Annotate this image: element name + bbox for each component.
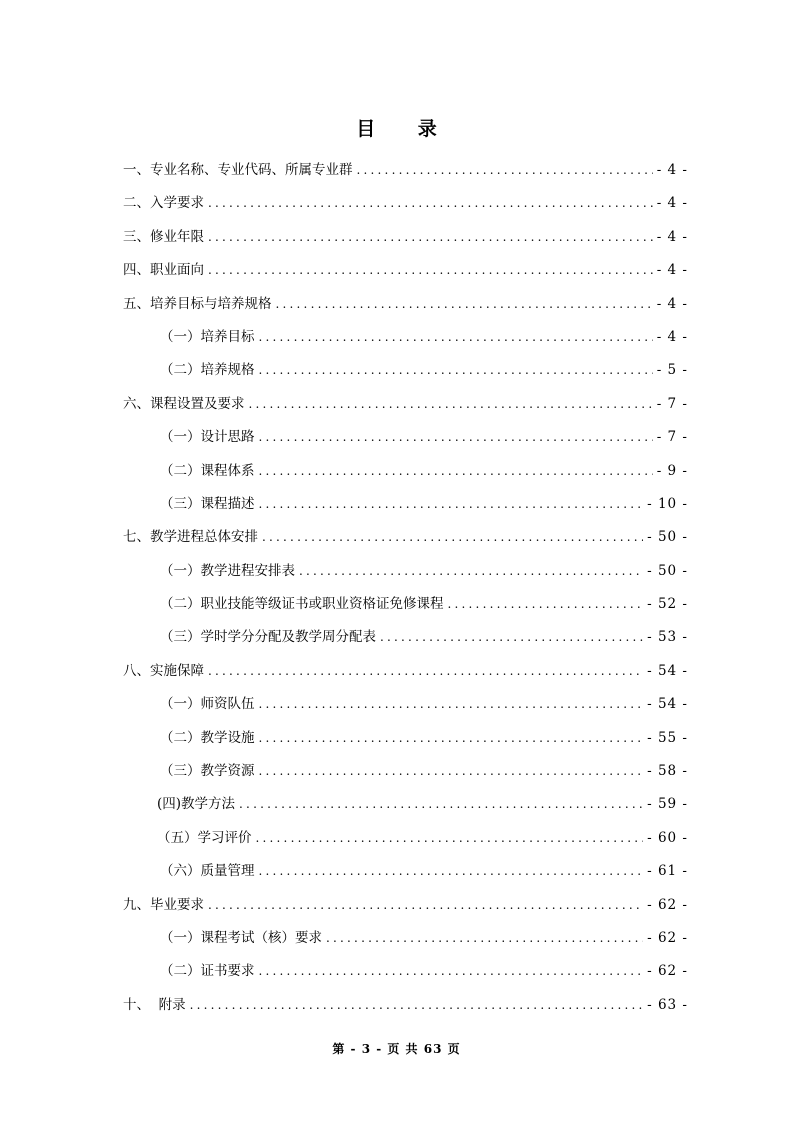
toc-entry-label: 二、入学要求 [123, 195, 204, 212]
toc-entry-page: - 54 - [647, 696, 688, 713]
toc-entry[interactable] [123, 257, 688, 290]
toc-entry-page: - 54 - [647, 662, 688, 679]
toc-subentry[interactable] [123, 324, 688, 357]
toc-leader-dots [259, 357, 653, 383]
toc-entry-label: 五、培养目标与培养规格 [123, 295, 272, 312]
toc-entry-label: 八、实施保障 [123, 662, 204, 679]
toc-entry-label: （二）教学设施 [160, 729, 255, 746]
toc-leader-dots [208, 658, 643, 684]
toc-entry-label: （一）培养目标 [160, 328, 255, 345]
toc-entry-page: - 4 - [656, 328, 688, 345]
toc-entry-label: （二）课程体系 [160, 462, 255, 479]
toc-entry[interactable] [123, 190, 688, 223]
toc-subentry[interactable] [123, 558, 688, 591]
toc-entry-label: （一）师资队伍 [160, 696, 255, 713]
toc-subentry[interactable] [123, 858, 688, 891]
toc-entry-page: - 4 - [656, 228, 688, 245]
toc-entry-page: - 58 - [647, 763, 688, 780]
toc-entry-page: - 50 - [647, 562, 688, 579]
toc-subentry[interactable] [123, 424, 688, 457]
toc-subentry[interactable] [123, 825, 688, 858]
toc-entry-page: - 52 - [647, 596, 688, 613]
toc-entry-page: - 62 - [647, 963, 688, 980]
toc-entry-page: - 4 - [656, 262, 688, 279]
toc-entry-page: - 4 - [656, 295, 688, 312]
toc-entry-label: (四)教学方法 [157, 796, 236, 813]
toc-entry-label: （二）证书要求 [160, 963, 255, 980]
toc-leader-dots [208, 190, 653, 216]
toc-leader-dots [259, 691, 644, 717]
toc-entry-label: 一、专业名称、专业代码、所属专业群 [123, 162, 353, 178]
toc-title: 目 录 [356, 118, 455, 140]
toc-entry-page: - 62 - [647, 929, 688, 946]
toc-entry-label: 十、 附录 [123, 996, 186, 1013]
toc-entry-page: - 4 - [656, 195, 688, 212]
toc-subentry[interactable] [123, 691, 688, 724]
toc-entry-label: 四、职业面向 [123, 262, 204, 279]
toc-subentry[interactable] [123, 624, 688, 657]
toc-entry[interactable] [123, 157, 688, 190]
toc-subentry[interactable] [123, 758, 688, 791]
toc-leader-dots [259, 758, 644, 784]
toc-leader-dots [239, 791, 643, 817]
toc-leader-dots [299, 558, 643, 584]
toc-subentry[interactable] [123, 958, 688, 991]
toc-leader-dots [326, 925, 643, 951]
toc-entry-page: - 10 - [647, 495, 688, 512]
toc-entry-label: 三、修业年限 [123, 228, 204, 245]
toc-leader-dots [259, 424, 653, 450]
toc-entry-label: （六）质量管理 [160, 863, 255, 880]
toc-entry[interactable] [123, 658, 688, 691]
toc-entry-label: （五）学习评价 [157, 829, 252, 846]
toc-subentry[interactable] [123, 725, 688, 758]
toc-entry[interactable] [123, 224, 688, 257]
toc-entry-label: （一）设计思路 [160, 429, 255, 446]
toc-entry[interactable] [123, 391, 688, 424]
toc-subentry[interactable] [123, 357, 688, 390]
toc-entry-page: - 63 - [647, 996, 688, 1013]
toc-leader-dots [208, 224, 653, 250]
toc-entry-label: （二）职业技能等级证书或职业资格证免修课程 [160, 596, 444, 613]
toc-leader-dots [380, 624, 643, 650]
toc-entry[interactable] [123, 524, 688, 557]
toc-entry-label: 七、教学进程总体安排 [123, 529, 258, 546]
toc-entry-page: - 7 - [656, 395, 688, 412]
toc-leader-dots [256, 825, 644, 851]
toc-leader-dots [259, 324, 653, 350]
toc-leader-dots [276, 291, 653, 317]
toc-entry-page: - 9 - [656, 462, 688, 479]
toc-entry-page: - 53 - [647, 629, 688, 646]
toc-leader-dots [259, 491, 644, 517]
toc-leader-dots [190, 992, 644, 1018]
toc-leader-dots [259, 958, 644, 984]
toc-list [123, 157, 688, 1025]
toc-entry-page: - 59 - [647, 796, 688, 813]
toc-entry-label: （三）学时学分分配及教学周分配表 [160, 629, 376, 646]
toc-subentry[interactable] [123, 925, 688, 958]
toc-entry-page: - 5 - [656, 362, 688, 379]
toc-entry-page: - 4 - [656, 162, 688, 178]
toc-subentry[interactable] [123, 491, 688, 524]
toc-leader-dots [249, 391, 653, 417]
toc-entry-page: - 62 - [647, 896, 688, 913]
toc-entry-label: （三）教学资源 [160, 763, 255, 780]
toc-entry-label: （一）教学进程安排表 [160, 562, 295, 579]
toc-entry-page: - 55 - [647, 729, 688, 746]
toc-leader-dots [259, 858, 644, 884]
toc-entry-label: （三）课程描述 [160, 495, 255, 512]
toc-subentry[interactable] [123, 458, 688, 491]
toc-entry-label: 六、课程设置及要求 [123, 395, 245, 412]
page-footer: 第 - 3 - 页 共 63 页 [332, 1042, 461, 1056]
toc-leader-dots [262, 524, 643, 550]
toc-leader-dots [208, 892, 643, 918]
toc-entry[interactable] [123, 291, 688, 324]
toc-entry-page: - 60 - [647, 829, 688, 846]
toc-entry-page: - 7 - [656, 429, 688, 446]
toc-leader-dots [448, 591, 644, 617]
toc-entry-page: - 50 - [647, 529, 688, 546]
toc-subentry[interactable] [123, 791, 688, 824]
toc-leader-dots [259, 458, 653, 484]
toc-leader-dots [357, 157, 653, 183]
toc-entry-label: （二）培养规格 [160, 362, 255, 379]
toc-entry[interactable] [123, 892, 688, 925]
toc-leader-dots [259, 725, 644, 751]
toc-entry-page: - 61 - [647, 863, 688, 880]
toc-entry[interactable] [123, 992, 688, 1025]
toc-leader-dots [208, 257, 653, 283]
toc-entry-label: 九、毕业要求 [123, 896, 204, 913]
toc-subentry[interactable] [123, 591, 688, 624]
toc-entry-label: （一）课程考试（核）要求 [160, 929, 322, 946]
